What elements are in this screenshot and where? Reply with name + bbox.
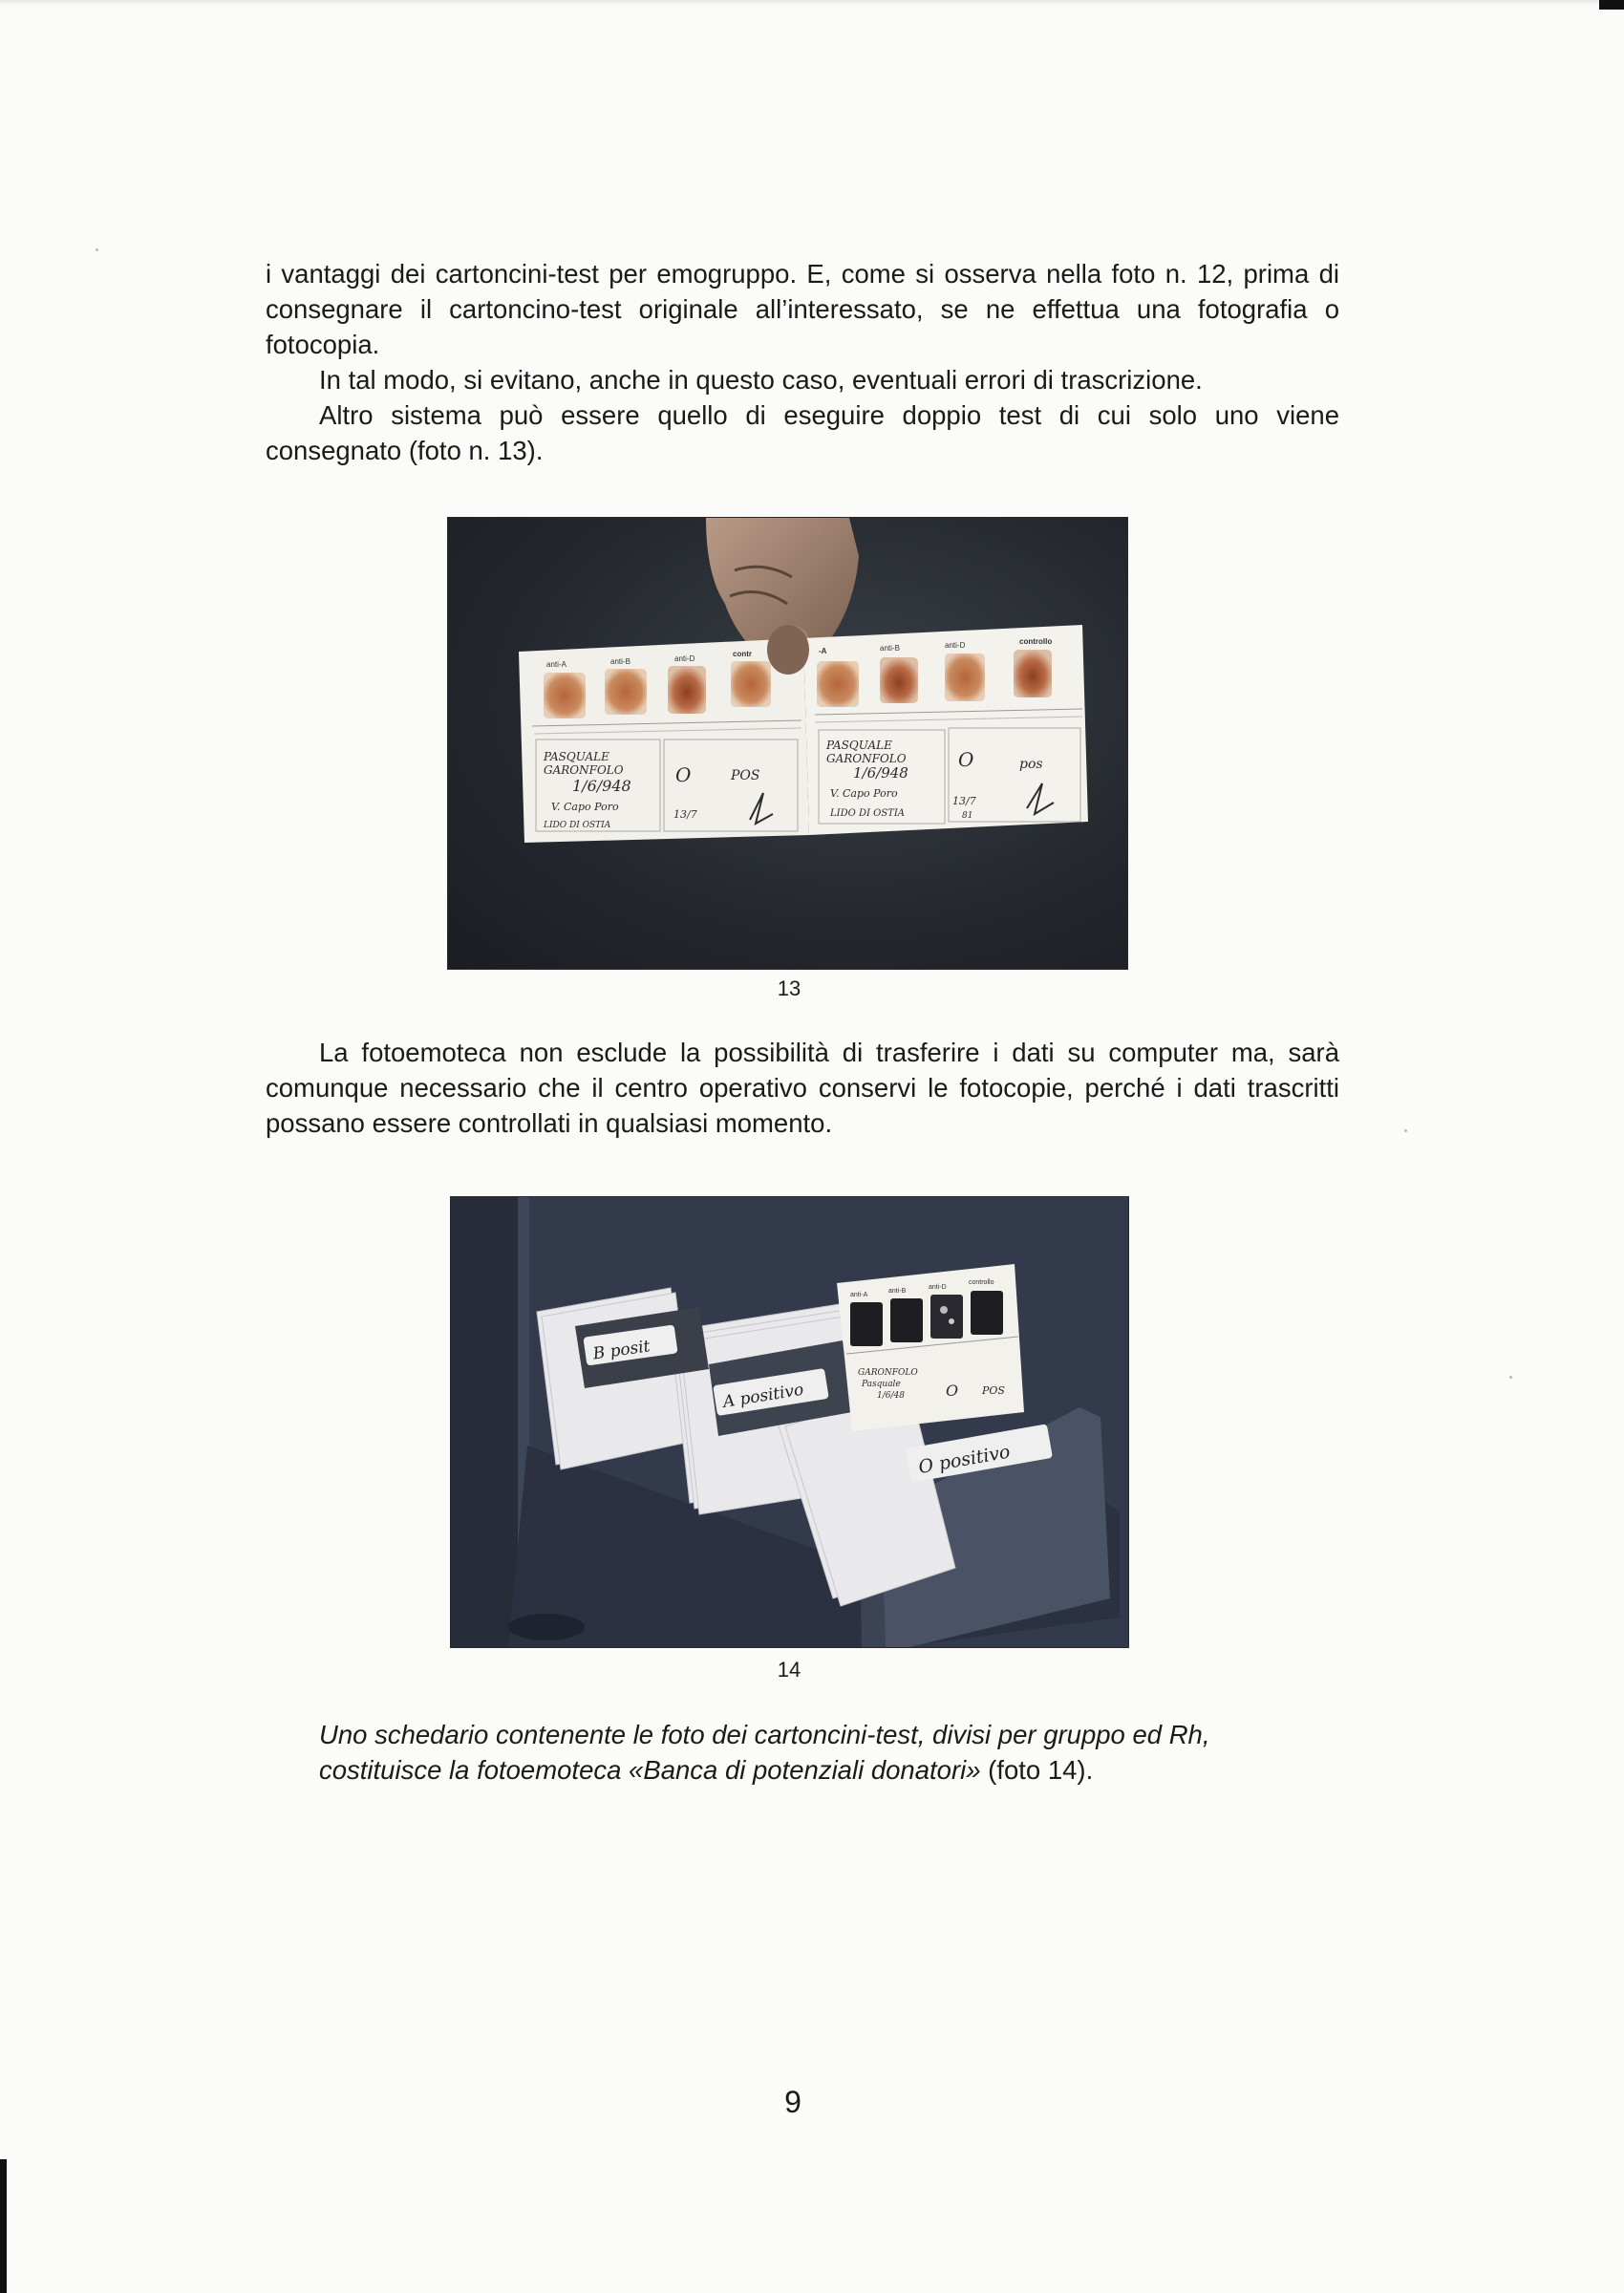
blood-spot	[930, 1295, 963, 1339]
blood-spot	[880, 657, 918, 703]
blood-spot	[890, 1298, 923, 1342]
blood-spot	[971, 1291, 1003, 1335]
card-label: controllo	[1019, 637, 1053, 646]
handwriting: pos	[1019, 757, 1043, 772]
card-label: anti-A	[850, 1292, 868, 1298]
handwriting: PASQUALE	[544, 750, 609, 763]
paper-speck	[1509, 1376, 1512, 1379]
figure-13-number: 13	[777, 976, 801, 1000]
test-card-2	[803, 625, 1088, 835]
tab-label-text: O positivo	[916, 1441, 1013, 1479]
card-label: -A	[819, 647, 827, 655]
paragraph: In tal modo, si evitano, anche in questo caso, eventuali errori di trascrizione.	[319, 365, 1203, 395]
blood-spot	[668, 666, 706, 714]
handwriting: GARONFOLO	[826, 752, 907, 765]
caption-italic: Uno schedario contenente le foto dei cartoncini-test, divisi per gruppo ed Rh, costituisce la fotoemoteca «Banca di potenziali donatori»	[319, 1720, 1210, 1785]
handwriting: V. Capo Poro	[551, 801, 619, 813]
handwriting: V. Capo Poro	[830, 787, 898, 800]
blood-spot	[605, 669, 647, 715]
tab-label-text: A positivo	[721, 1380, 805, 1412]
figure-14-caption	[319, 1717, 1322, 1788]
paper-speck	[96, 248, 98, 251]
test-card-1	[519, 638, 809, 843]
handwriting: 13/7	[952, 795, 976, 807]
card-label: anti-A	[546, 660, 566, 669]
handwriting: O	[946, 1382, 959, 1400]
blood-spot	[1014, 650, 1052, 697]
handwriting: 13/7	[673, 808, 697, 821]
card-label: contr	[733, 650, 752, 658]
handwriting: 1/6/948	[853, 764, 908, 782]
displayed-test-card	[837, 1264, 1024, 1431]
handwriting: O	[958, 748, 974, 771]
card-label: anti-D	[674, 654, 695, 663]
photo-14-illustration	[451, 1197, 1128, 1647]
photo-13-illustration	[448, 518, 1127, 969]
handwriting: LIDO DI OSTIA	[544, 821, 611, 830]
handwriting: POS	[982, 1384, 1005, 1397]
handwriting: 81	[962, 811, 973, 821]
blood-spot	[731, 661, 771, 707]
photo-13-test-cards	[448, 518, 1127, 969]
handwriting: GARONFOLO	[858, 1368, 918, 1378]
paragraph: Altro sistema può essere quello di eseguire doppio test di cui solo uno viene consegnato (foto n. 13).	[266, 400, 1339, 465]
scan-binding-mark	[0, 2159, 7, 2293]
blood-spot	[850, 1302, 883, 1346]
handwriting: PASQUALE	[826, 739, 892, 752]
handwriting: Pasquale	[862, 1380, 901, 1389]
tab-label-text: B posit	[591, 1337, 652, 1364]
card-label: anti-B	[610, 657, 630, 666]
page-number: 9	[784, 2085, 801, 2119]
card-label: anti-D	[945, 641, 966, 650]
blood-spot	[544, 673, 586, 718]
intro-text	[266, 256, 1339, 468]
card-label: anti-B	[880, 644, 900, 653]
handwriting: 1/6/48	[877, 1391, 905, 1401]
photo-14-file-cabinet	[451, 1197, 1128, 1647]
card-label: controllo	[969, 1279, 994, 1286]
blood-spot	[817, 661, 859, 707]
paper-speck	[1404, 1129, 1407, 1132]
scan-edge	[0, 0, 1624, 6]
card-label: anti-B	[888, 1288, 907, 1295]
handwriting: POS	[731, 768, 760, 783]
figure-14-number: 14	[777, 1658, 801, 1682]
blood-spot	[945, 654, 985, 701]
handwriting: GARONFOLO	[544, 763, 624, 777]
card-label: anti-D	[929, 1284, 947, 1291]
paragraph: La fotoemoteca non esclude la possibilità di trasferire i dati su computer ma, sarà comunque necessario che il centro operativo conservi le fotocopie, perché i dati trascritti possano essere controllati in qualsiasi momento.	[266, 1038, 1339, 1138]
handwriting: 1/6/948	[572, 777, 631, 795]
scan-corner-mark	[1599, 0, 1624, 10]
thumb	[767, 625, 809, 675]
caption-tail: (foto 14).	[980, 1755, 1094, 1785]
paragraph: i vantaggi dei cartoncini-test per emogruppo. E, come si osserva nella foto n. 12, prima di consegnare il cartoncino-test originale all’interessato, se ne effettua una fotografia o fotocopia.	[266, 259, 1339, 359]
handwriting: LIDO DI OSTIA	[830, 808, 906, 819]
middle-text	[266, 1035, 1339, 1141]
handwriting: O	[675, 763, 692, 786]
